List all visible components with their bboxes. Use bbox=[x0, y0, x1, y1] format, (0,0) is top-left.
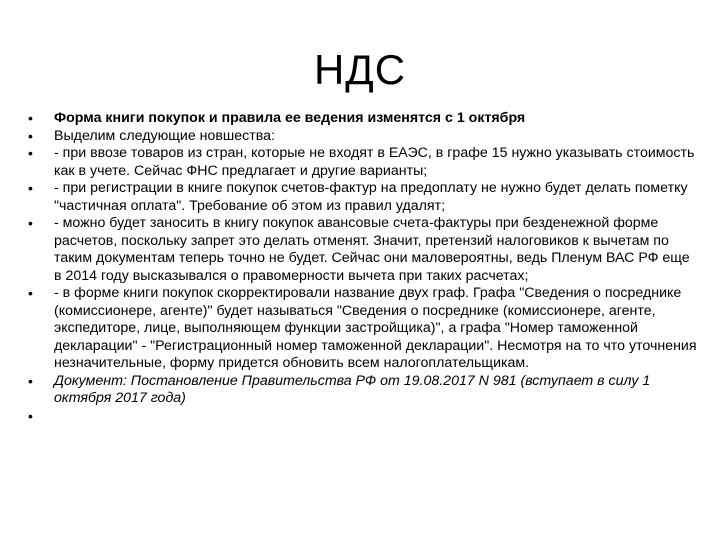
bullet-marker: • bbox=[28, 145, 33, 161]
bullet-text: Форма книги покупок и правила ее ведения изменятся с 1 октября bbox=[54, 110, 526, 126]
bullet-text: - при регистрации в книге покупок счетов-фактур на предоплату не нужно будет делать пометку "частичная оплата". Требование об этом из правил удалят; bbox=[54, 180, 688, 214]
bullet-text: - в форме книги покупок скорректировали название двух граф. Графа "Сведения о посреднике (комиссионере, агенте)" будет называться "Сведения о посреднике (комиссионере, агенте, экспедиторе, лице, выполняющем функции застройщика)", а графа "Номер таможенной декларации" - "Регистрационный номер таможенной декларации". Несмотря на то что уточнения незначительные, форму придется обновить всем налогоплательщикам. bbox=[54, 285, 697, 371]
bullet-item bbox=[28, 215, 698, 285]
bullet-item bbox=[28, 285, 698, 373]
bullet-marker: • bbox=[28, 110, 33, 126]
bullet-text: - можно будет заносить в книгу покупок авансовые счета-фактуры при безденежной форме расчетов, поскольку запрет это делать отменят. Значит, претензий налоговиков к вычетам по таким документам теперь точно не будет. Сейчас они маловероятны, ведь Пленум ВАС РФ еще в 2014 году высказывался о правомерности вычета при таких расчетах; bbox=[54, 215, 690, 284]
bullet-item-empty bbox=[28, 408, 698, 426]
bullet-marker: • bbox=[28, 407, 33, 424]
bullet-item-source bbox=[28, 373, 698, 408]
bullet-list bbox=[28, 110, 698, 426]
bullet-item bbox=[28, 110, 698, 128]
bullet-marker: • bbox=[28, 285, 33, 301]
bullet-text: Выделим следующие новшества: bbox=[54, 127, 275, 144]
bullet-marker: • bbox=[28, 372, 33, 389]
bullet-text: - при ввозе товаров из стран, которые не входят в ЕАЭС, в графе 15 нужно указывать стоимость как в учете. Сейчас ФНС предлагает и другие варианты; bbox=[54, 145, 695, 179]
bullet-item bbox=[28, 145, 698, 180]
bullet-marker: • bbox=[28, 180, 33, 196]
bullet-item bbox=[28, 128, 698, 146]
slide-title: НДС bbox=[313, 46, 407, 93]
bullet-text: Документ: Постановление Правительства РФ от 19.08.2017 N 981 (вступает в силу 1 октября 2017 года) bbox=[54, 372, 651, 406]
bullet-item bbox=[28, 180, 698, 215]
bullet-marker: • bbox=[28, 215, 33, 231]
bullet-marker: • bbox=[28, 127, 33, 144]
